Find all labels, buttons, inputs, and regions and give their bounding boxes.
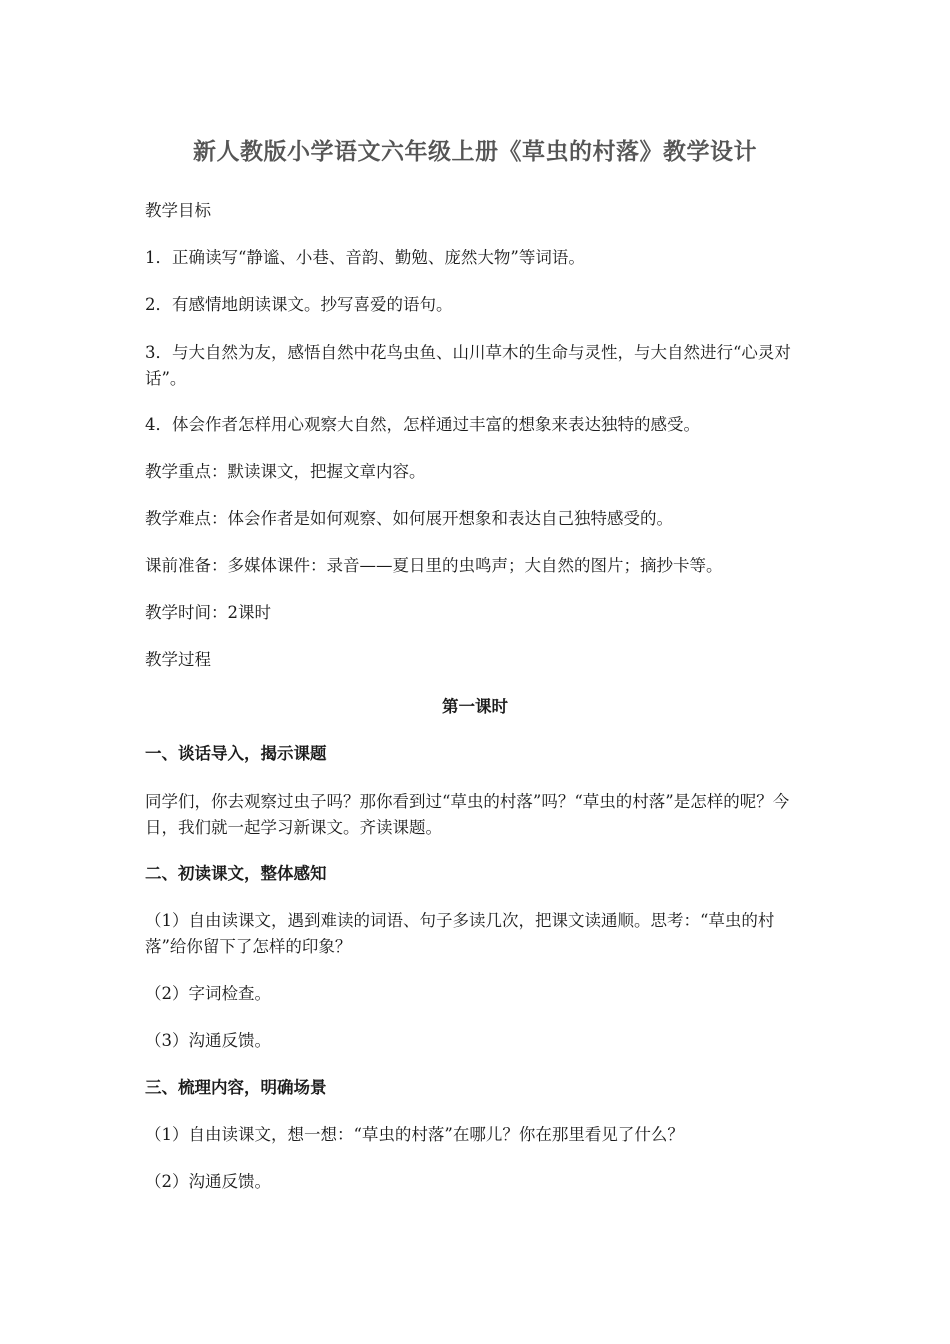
key-point: 教学重点：默读课文，把握文章内容。 [145,462,426,481]
objective-item-2: 2．有感情地朗读课文。抄写喜爱的语句。 [145,295,453,314]
section2-item-3: （3）沟通反馈。 [145,1031,271,1050]
section2-item-2: （2）字词检查。 [145,984,271,1003]
section3-item-2: （2）沟通反馈。 [145,1172,271,1191]
difficulty: 教学难点：体会作者是如何观察、如何展开想象和表达自己独特感受的。 [145,509,673,528]
teaching-time: 教学时间：2课时 [145,603,271,622]
lesson-heading: 第一课时 [442,697,508,716]
process-heading: 教学过程 [145,650,211,669]
document-title: 新人教版小学语文六年级上册《草虫的村落》教学设计 [193,138,757,165]
section2-item-1: （1）自由读课文，遇到难读的词语、句子多读几次，把课文读通顺。思考：“草虫的村落”给你留下了怎样的印象？ [145,911,775,956]
section1-heading: 一、谈话导入，揭示课题 [145,744,327,763]
objective-item-3: 3．与大自然为友，感悟自然中花鸟虫鱼、山川草木的生命与灵性，与大自然进行“心灵对话”。 [145,343,791,388]
section1-text: 同学们，你去观察过虫子吗？那你看到过“草虫的村落”吗？“草虫的村落”是怎样的呢？今日，我们就一起学习新课文。齐读课题。 [145,792,790,837]
preparation: 课前准备：多媒体课件：录音——夏日里的虫鸣声；大自然的图片；摘抄卡等。 [145,556,723,575]
section2-heading: 二、初读课文，整体感知 [145,864,327,883]
section3-heading: 三、梳理内容，明确场景 [145,1078,327,1097]
objectives-heading: 教学目标 [145,201,211,220]
objective-item-4: 4．体会作者怎样用心观察大自然，怎样通过丰富的想象来表达独特的感受。 [145,415,700,434]
section3-item-1: （1）自由读课文，想一想：“草虫的村落”在哪儿？你在那里看见了什么？ [145,1125,684,1144]
objective-item-1: 1．正确读写“静谧、小巷、音韵、勤勉、庞然大物”等词语。 [145,248,585,267]
